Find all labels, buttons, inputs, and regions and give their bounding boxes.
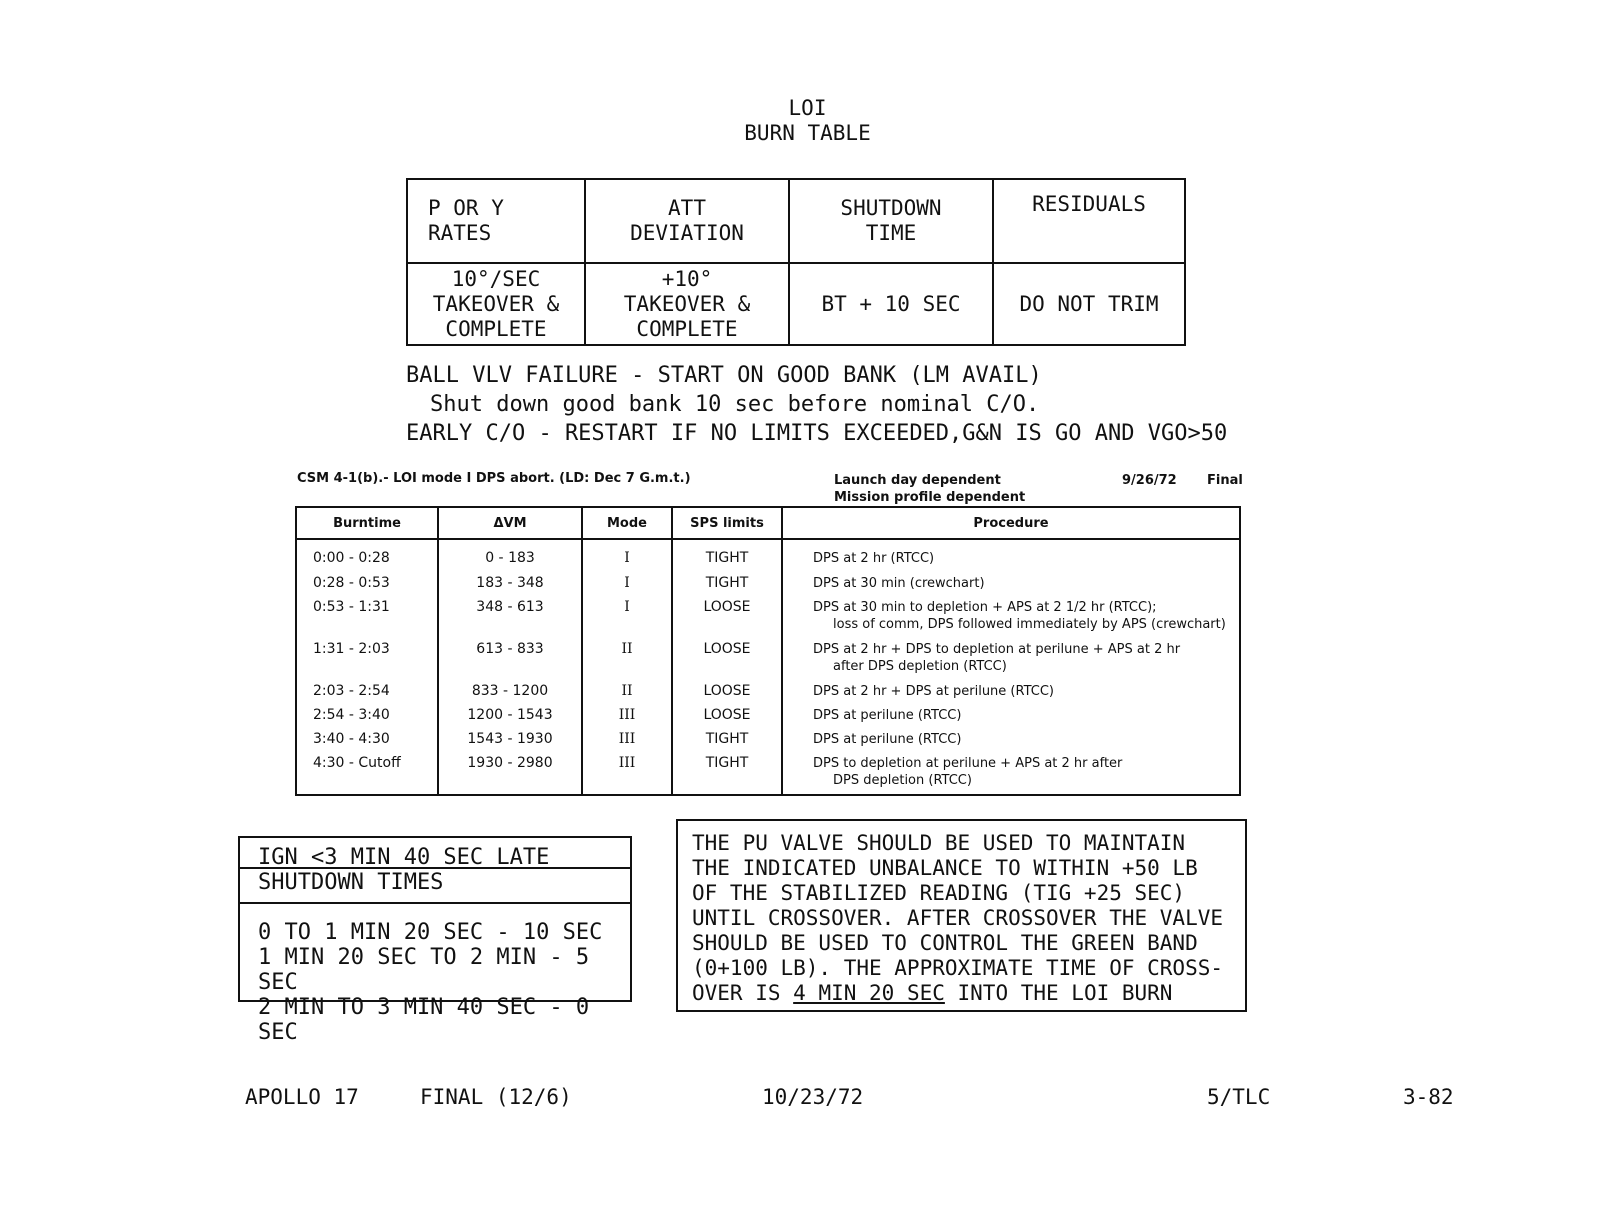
note-ball-valve-failure: BALL VLV FAILURE - START ON GOOD BANK (LM AVAIL) <box>406 363 1042 388</box>
dvm-cell: 183 - 348 <box>438 572 582 596</box>
table-row <box>296 572 1240 596</box>
procedure-cell <box>782 728 1240 752</box>
pu-valve-line: THE INDICATED UNBALANCE TO WITHIN +50 LB <box>692 856 1198 880</box>
limits-cell: LOOSE <box>672 680 782 704</box>
page-title-line2: BURN TABLE <box>744 121 871 145</box>
header-rates-line1: P OR Y <box>428 196 504 220</box>
header-rates-line2: RATES <box>428 221 492 245</box>
header-residuals <box>993 179 1185 263</box>
dvm-cell: 0 - 183 <box>438 539 582 572</box>
value-residuals: DO NOT TRIM <box>993 263 1185 345</box>
col-mode: Mode <box>582 507 672 539</box>
abort-table-header-row <box>296 507 1240 539</box>
dvm-cell: 1200 - 1543 <box>438 704 582 728</box>
burntime-cell: 4:30 - Cutoff <box>296 752 438 795</box>
value-deviation <box>585 263 789 345</box>
procedure-text-continued: after DPS depletion (RTCC) <box>833 658 1007 674</box>
limits-cell: LOOSE <box>672 638 782 680</box>
mode-cell: I <box>582 539 672 572</box>
mode-cell: II <box>582 638 672 680</box>
limits-cell: TIGHT <box>672 539 782 572</box>
crossover-time: 4 MIN 20 SEC <box>793 981 945 1005</box>
mission-profile-dependent: Mission profile dependent <box>834 490 1026 505</box>
pu-valve-line: SHOULD BE USED TO CONTROL THE GREEN BAND <box>692 931 1198 955</box>
limits-cell: TIGHT <box>672 728 782 752</box>
footer-revision: FINAL (12/6) <box>420 1085 572 1109</box>
burntime-cell: 1:31 - 2:03 <box>296 638 438 680</box>
list-item: 0 TO 1 MIN 20 SEC - 10 SEC <box>258 920 603 945</box>
mode-cell: I <box>582 596 672 638</box>
procedure-cell <box>782 680 1240 704</box>
value-shutdown: BT + 10 SEC <box>789 263 993 345</box>
footer-section: 5/TLC <box>1207 1085 1271 1109</box>
table-row <box>296 539 1240 572</box>
procedure-text: DPS at 2 hr + DPS at perilune (RTCC) <box>813 683 1054 699</box>
mode-cell: I <box>582 572 672 596</box>
launch-day-dependent: Launch day dependent <box>834 473 1001 488</box>
pu-valve-line: (0+100 LB). THE APPROXIMATE TIME OF CROSS- <box>692 956 1224 980</box>
procedure-cell <box>782 539 1240 572</box>
header-shutdown-line1: SHUTDOWN <box>840 196 942 220</box>
page-title-line1: LOI <box>788 96 827 120</box>
header-deviation-line1: ATT <box>668 196 706 220</box>
limits-cell: LOOSE <box>672 704 782 728</box>
pu-valve-box <box>676 819 1247 1012</box>
footer-date: 10/23/72 <box>762 1085 864 1109</box>
value-deviation-line3: COMPLETE <box>636 316 738 341</box>
burn-table-value-row <box>407 263 1185 345</box>
burntime-cell: 0:28 - 0:53 <box>296 572 438 596</box>
value-deviation-line1: +10° <box>661 266 713 291</box>
list-item: 2 MIN TO 3 MIN 40 SEC - 0 SEC <box>258 995 590 1045</box>
table-row <box>296 638 1240 680</box>
list-item: 1 MIN 20 SEC TO 2 MIN - 5 SEC <box>258 945 590 995</box>
mode-cell: III <box>582 728 672 752</box>
procedure-cell <box>782 752 1240 795</box>
footer-mission: APOLLO 17 <box>245 1085 359 1109</box>
dvm-cell: 1543 - 1930 <box>438 728 582 752</box>
burntime-cell: 2:54 - 3:40 <box>296 704 438 728</box>
limits-cell: TIGHT <box>672 752 782 795</box>
procedure-cell <box>782 572 1240 596</box>
pu-valve-line: THE PU VALVE SHOULD BE USED TO MAINTAIN <box>692 831 1186 855</box>
dvm-cell: 833 - 1200 <box>438 680 582 704</box>
table-row <box>296 596 1240 638</box>
procedure-text: DPS to depletion at perilune + APS at 2 hr after <box>813 755 1123 771</box>
burntime-cell: 3:40 - 4:30 <box>296 728 438 752</box>
procedure-text: DPS at perilune (RTCC) <box>813 731 962 747</box>
dvm-cell: 1930 - 2980 <box>438 752 582 795</box>
header-shutdown-line2: TIME <box>865 221 917 245</box>
abort-status: Final <box>1207 473 1243 488</box>
note-shut-down-good-bank: Shut down good bank 10 sec before nominal C/O. <box>430 392 1040 417</box>
col-sps-limits: SPS limits <box>672 507 782 539</box>
burn-table <box>406 178 1186 346</box>
limits-cell: LOOSE <box>672 596 782 638</box>
ign-late-box <box>238 836 632 1045</box>
burntime-cell: 2:03 - 2:54 <box>296 680 438 704</box>
value-rates-line1: 10°/SEC <box>451 266 541 291</box>
procedure-text: DPS at 30 min (crewchart) <box>813 575 985 591</box>
value-rates-line2: TAKEOVER & <box>432 291 560 316</box>
note-early-cutoff: EARLY C/O - RESTART IF NO LIMITS EXCEEDED,G&N IS GO AND VGO>50 <box>406 421 1228 446</box>
procedure-text: DPS at 2 hr + DPS to depletion at perilune + APS at 2 hr <box>813 641 1181 657</box>
col-dvm: ΔVM <box>438 507 582 539</box>
procedure-text-continued: loss of comm, DPS followed immediately by APS (crewchart) <box>833 616 1226 632</box>
page-number: 3-82 <box>1403 1085 1454 1109</box>
burntime-cell: 0:00 - 0:28 <box>296 539 438 572</box>
value-rates <box>407 263 585 345</box>
abort-date: 9/26/72 <box>1122 473 1177 488</box>
burn-table-header-row <box>407 179 1185 263</box>
procedure-text: DPS at 30 min to depletion + APS at 2 1/2 hr (RTCC); <box>813 599 1157 615</box>
pu-valve-line: UNTIL CROSSOVER. AFTER CROSSOVER THE VALVE <box>692 906 1224 930</box>
burntime-cell: 0:53 - 1:31 <box>296 596 438 638</box>
dvm-cell: 348 - 613 <box>438 596 582 638</box>
table-row <box>296 704 1240 728</box>
procedure-text: DPS at 2 hr (RTCC) <box>813 551 935 566</box>
pu-valve-last-suffix: INTO THE LOI BURN <box>944 981 1173 1005</box>
pu-valve-line: OF THE STABILIZED READING (TIG +25 SEC) <box>692 881 1186 905</box>
abort-caption: CSM 4-1(b).- LOI mode I DPS abort. (LD: Dec 7 G.m.t.) <box>297 471 691 486</box>
shutdown-times-list <box>240 904 630 1045</box>
pu-valve-last-prefix: OVER IS <box>692 981 794 1005</box>
value-rates-line3: COMPLETE <box>445 316 547 341</box>
mode-cell: III <box>582 704 672 728</box>
procedure-cell <box>782 596 1240 638</box>
ign-late-title: IGN <3 MIN 40 SEC LATE <box>240 838 630 869</box>
procedure-cell <box>782 704 1240 728</box>
header-residuals-line1: RESIDUALS <box>1032 192 1146 216</box>
header-rates <box>407 179 585 263</box>
header-shutdown <box>789 179 993 263</box>
header-deviation <box>585 179 789 263</box>
header-deviation-line2: DEVIATION <box>630 221 744 245</box>
abort-table <box>295 506 1241 796</box>
table-row <box>296 752 1240 795</box>
mode-cell: III <box>582 752 672 795</box>
procedure-cell <box>782 638 1240 680</box>
col-procedure: Procedure <box>782 507 1240 539</box>
procedure-text-continued: DPS depletion (RTCC) <box>833 772 972 788</box>
dvm-cell: 613 - 833 <box>438 638 582 680</box>
mode-cell: II <box>582 680 672 704</box>
value-deviation-line2: TAKEOVER & <box>623 291 751 316</box>
table-row <box>296 680 1240 704</box>
pu-valve-line-last <box>692 981 1245 1006</box>
shutdown-times-title: SHUTDOWN TIMES <box>240 869 630 904</box>
col-burntime: Burntime <box>296 507 438 539</box>
procedure-text: DPS at perilune (RTCC) <box>813 707 962 723</box>
limits-cell: TIGHT <box>672 572 782 596</box>
table-row <box>296 728 1240 752</box>
